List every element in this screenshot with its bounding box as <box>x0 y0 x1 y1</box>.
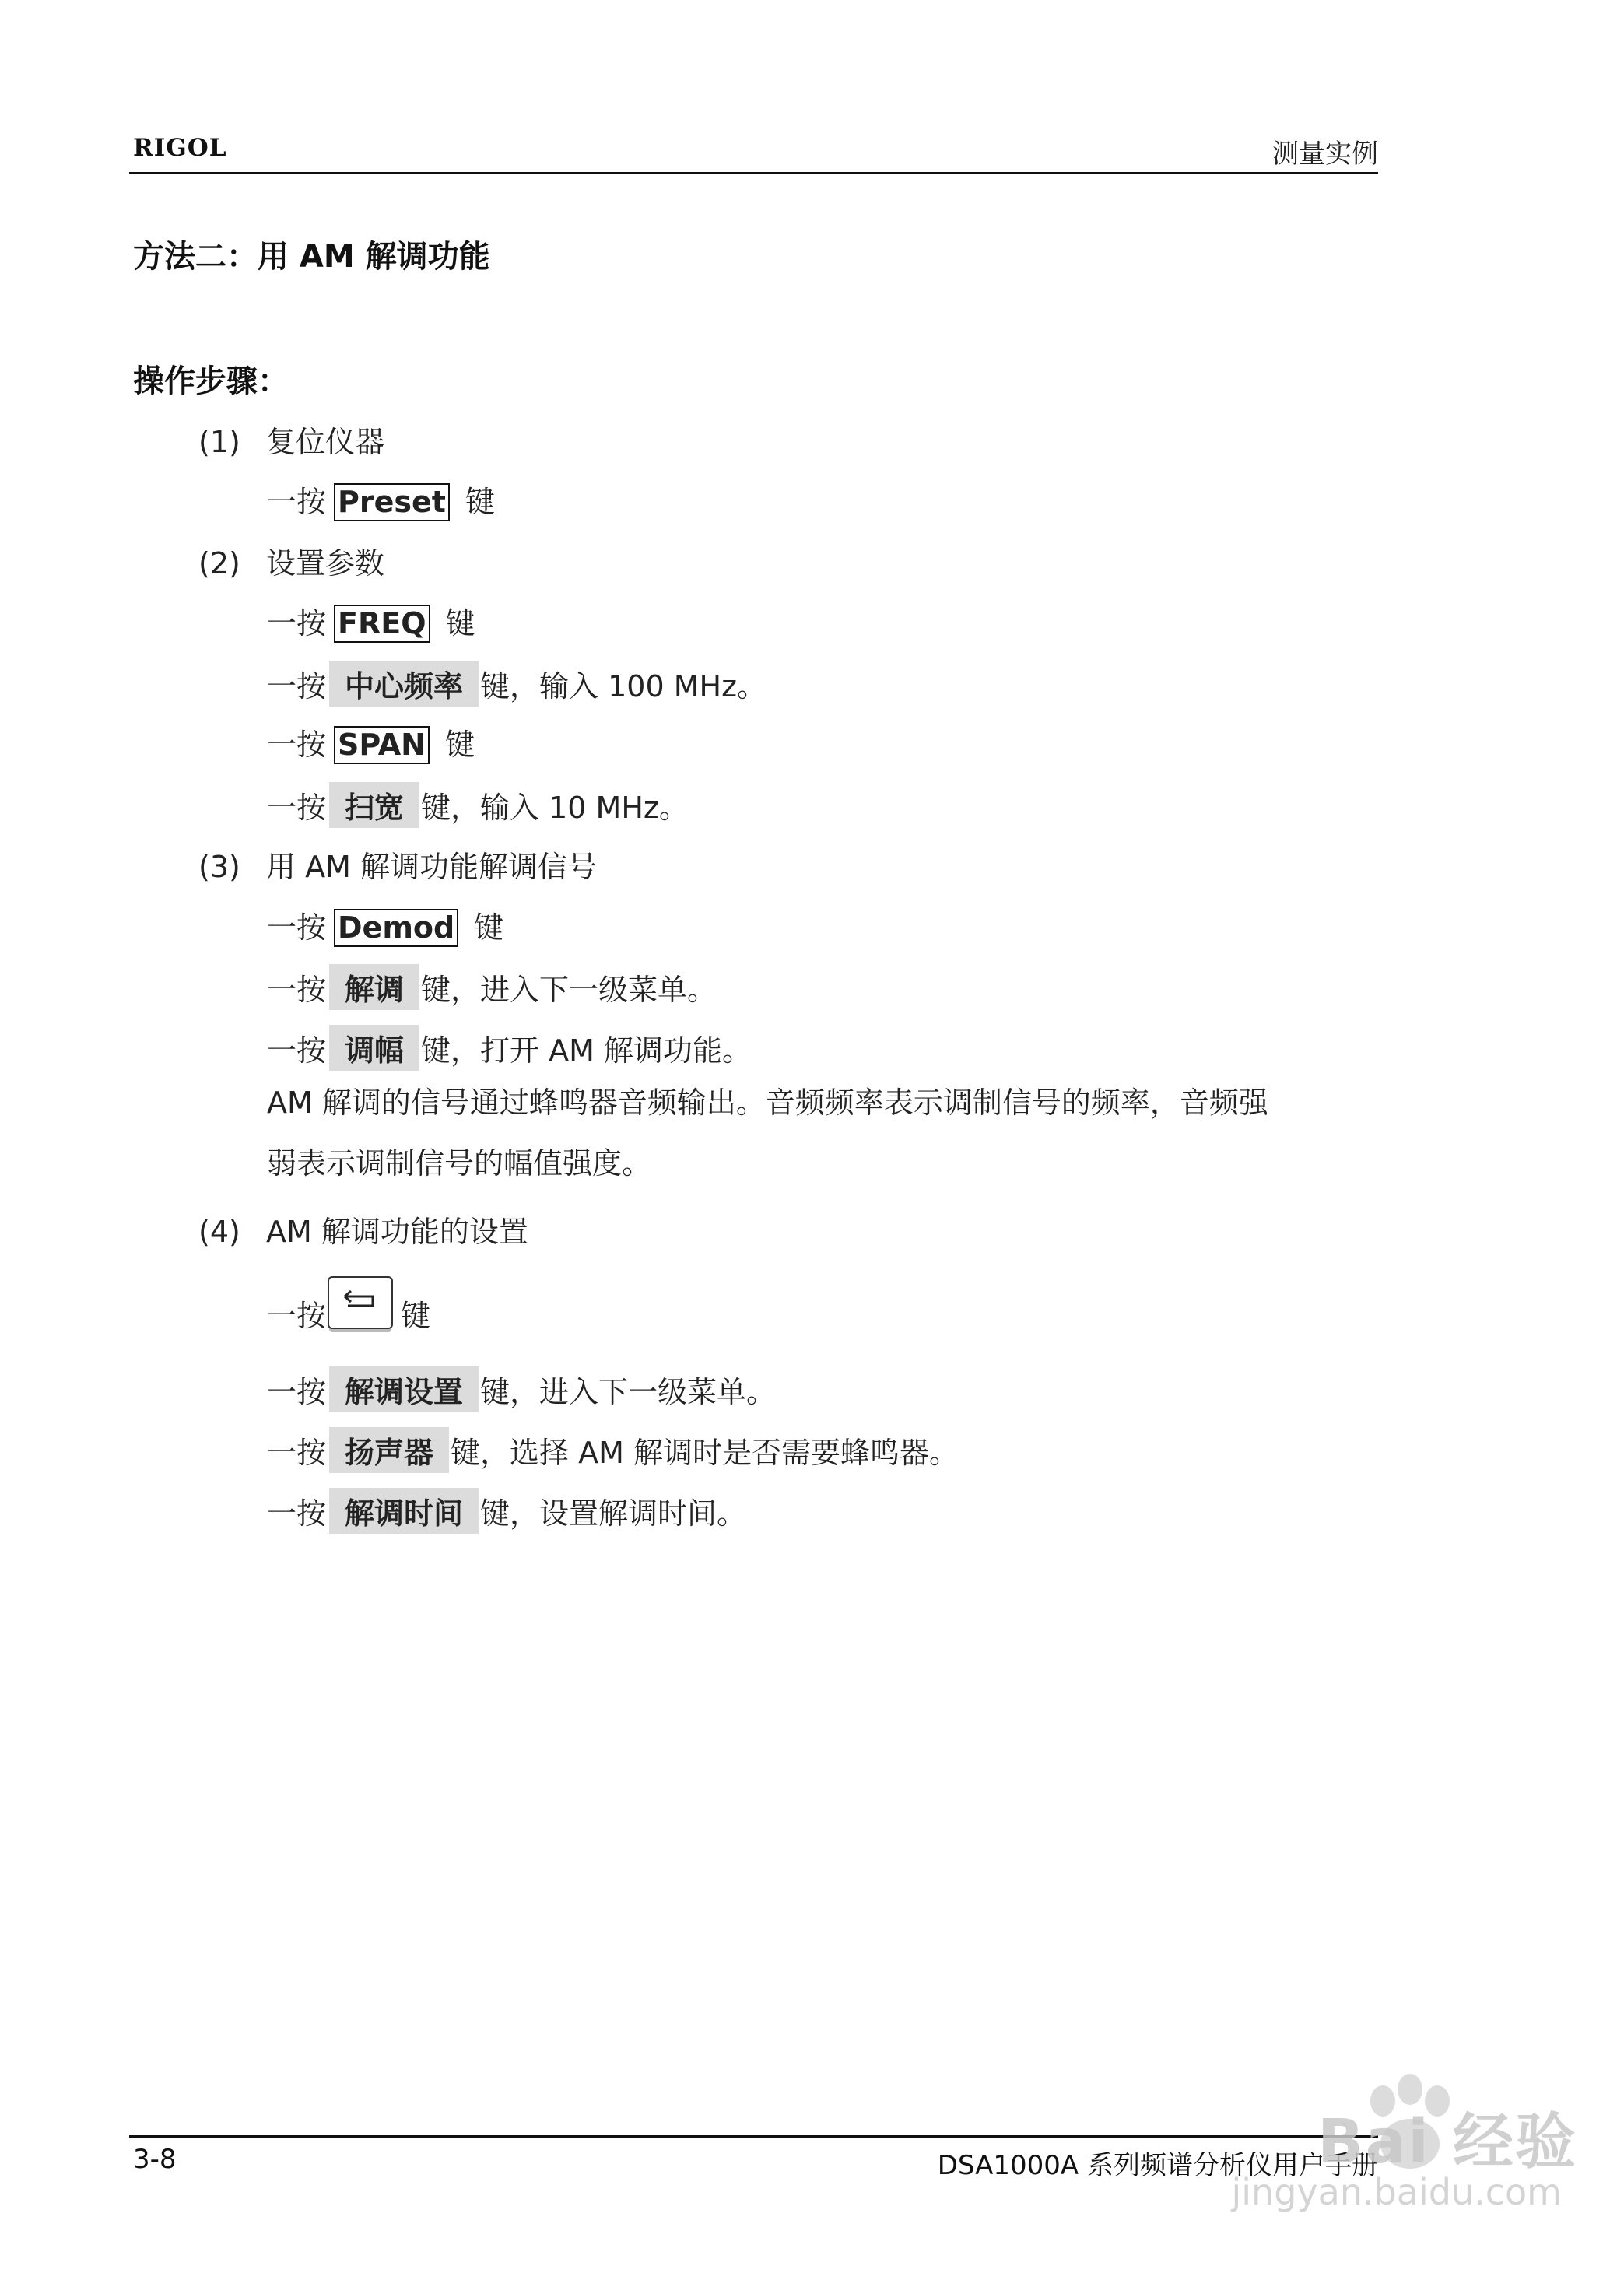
press-text: 一按 <box>267 1436 327 1470</box>
demod-softkey[interactable]: 解调 <box>329 964 419 1010</box>
method-heading: 方法二：用 AM 解调功能 <box>133 239 490 275</box>
section-title: 测量实例 <box>1272 139 1378 170</box>
press-text: 一按 <box>267 728 327 762</box>
ops-label: 操作步骤： <box>133 363 289 399</box>
instruction-line <box>267 903 503 947</box>
step-3 <box>198 843 597 886</box>
header-rule <box>129 172 1378 174</box>
am-softkey[interactable]: 调幅 <box>329 1025 419 1071</box>
brand-logo: RIGOL <box>133 134 227 162</box>
instruction-text: 键，设置解调时间。 <box>480 1496 747 1531</box>
step-title: 用 AM 解调功能解调信号 <box>266 850 597 884</box>
manual-title: DSA1000A 系列频谱分析仪用户手册 <box>937 2150 1378 2181</box>
instruction-text: 键 <box>474 910 504 945</box>
press-text: 一按 <box>267 1375 327 1409</box>
center-freq-softkey[interactable]: 中心频率 <box>329 661 479 707</box>
step-number: (2) <box>198 546 240 581</box>
instruction-line <box>267 1276 430 1335</box>
press-text: 一按 <box>267 1496 327 1531</box>
press-text: 一按 <box>267 485 327 519</box>
demod-key[interactable]: Demod <box>334 909 458 947</box>
instruction-text: 键 <box>445 606 475 640</box>
instruction-text: 键，进入下一级菜单。 <box>480 1375 777 1409</box>
watermark-url: jingyan.baidu.com <box>1231 2171 1562 2213</box>
press-text: 一按 <box>267 606 327 640</box>
instruction-line <box>267 1427 959 1473</box>
step-title: 设置参数 <box>266 546 385 581</box>
instruction-text: 键 <box>444 728 475 762</box>
instruction-line <box>267 478 495 521</box>
return-icon <box>342 1287 377 1314</box>
speaker-softkey[interactable]: 扬声器 <box>329 1427 449 1473</box>
instruction-line <box>267 721 475 764</box>
instruction-line <box>267 661 766 707</box>
instruction-line <box>267 782 689 828</box>
instruction-line <box>267 1366 776 1412</box>
press-text: 一按 <box>267 669 327 703</box>
step-4 <box>198 1208 528 1250</box>
note-paragraph <box>267 1072 1268 1194</box>
press-text: 一按 <box>267 910 327 945</box>
instruction-text: 键，打开 AM 解调功能。 <box>421 1033 752 1068</box>
freq-key[interactable]: FREQ <box>334 605 430 643</box>
preset-key[interactable]: Preset <box>334 483 450 521</box>
instruction-line <box>267 1488 746 1534</box>
instruction-line <box>267 964 717 1010</box>
step-title: AM 解调功能的设置 <box>266 1215 528 1249</box>
span-key[interactable]: SPAN <box>334 726 430 764</box>
instruction-text: 键，进入下一级菜单。 <box>421 973 717 1007</box>
instruction-text: 键，选择 AM 解调时是否需要蜂鸣器。 <box>451 1436 959 1470</box>
note-line: 弱表示调制信号的幅值强度。 <box>267 1146 652 1180</box>
press-text: 一按 <box>267 1033 327 1068</box>
step-number: (3) <box>198 850 240 884</box>
demod-setup-softkey[interactable]: 解调设置 <box>329 1366 479 1412</box>
footer-rule <box>129 2135 1378 2138</box>
step-2 <box>198 539 384 582</box>
return-key[interactable] <box>328 1276 393 1329</box>
instruction-text: 键 <box>401 1299 431 1333</box>
press-text: 一按 <box>267 973 327 1007</box>
watermark-brand: Bai 经验 <box>1317 2107 1577 2177</box>
step-1 <box>198 418 384 461</box>
instruction-text: 键 <box>465 485 495 519</box>
note-line: AM 解调的信号通过蜂鸣器音频输出。音频频率表示调制信号的频率，音频强 <box>267 1086 1268 1120</box>
press-text: 一按 <box>267 791 327 825</box>
step-title: 复位仪器 <box>266 425 385 459</box>
span-softkey[interactable]: 扫宽 <box>329 782 419 828</box>
instruction-line <box>267 1025 752 1071</box>
step-number: (4) <box>198 1215 240 1249</box>
instruction-line <box>267 599 475 643</box>
instruction-text: 键，输入 10 MHz。 <box>421 791 689 825</box>
demod-time-softkey[interactable]: 解调时间 <box>329 1488 479 1534</box>
instruction-text: 键，输入 100 MHz。 <box>480 669 767 703</box>
press-text: 一按 <box>267 1299 327 1333</box>
page-number: 3-8 <box>133 2144 177 2175</box>
step-number: (1) <box>198 425 240 459</box>
